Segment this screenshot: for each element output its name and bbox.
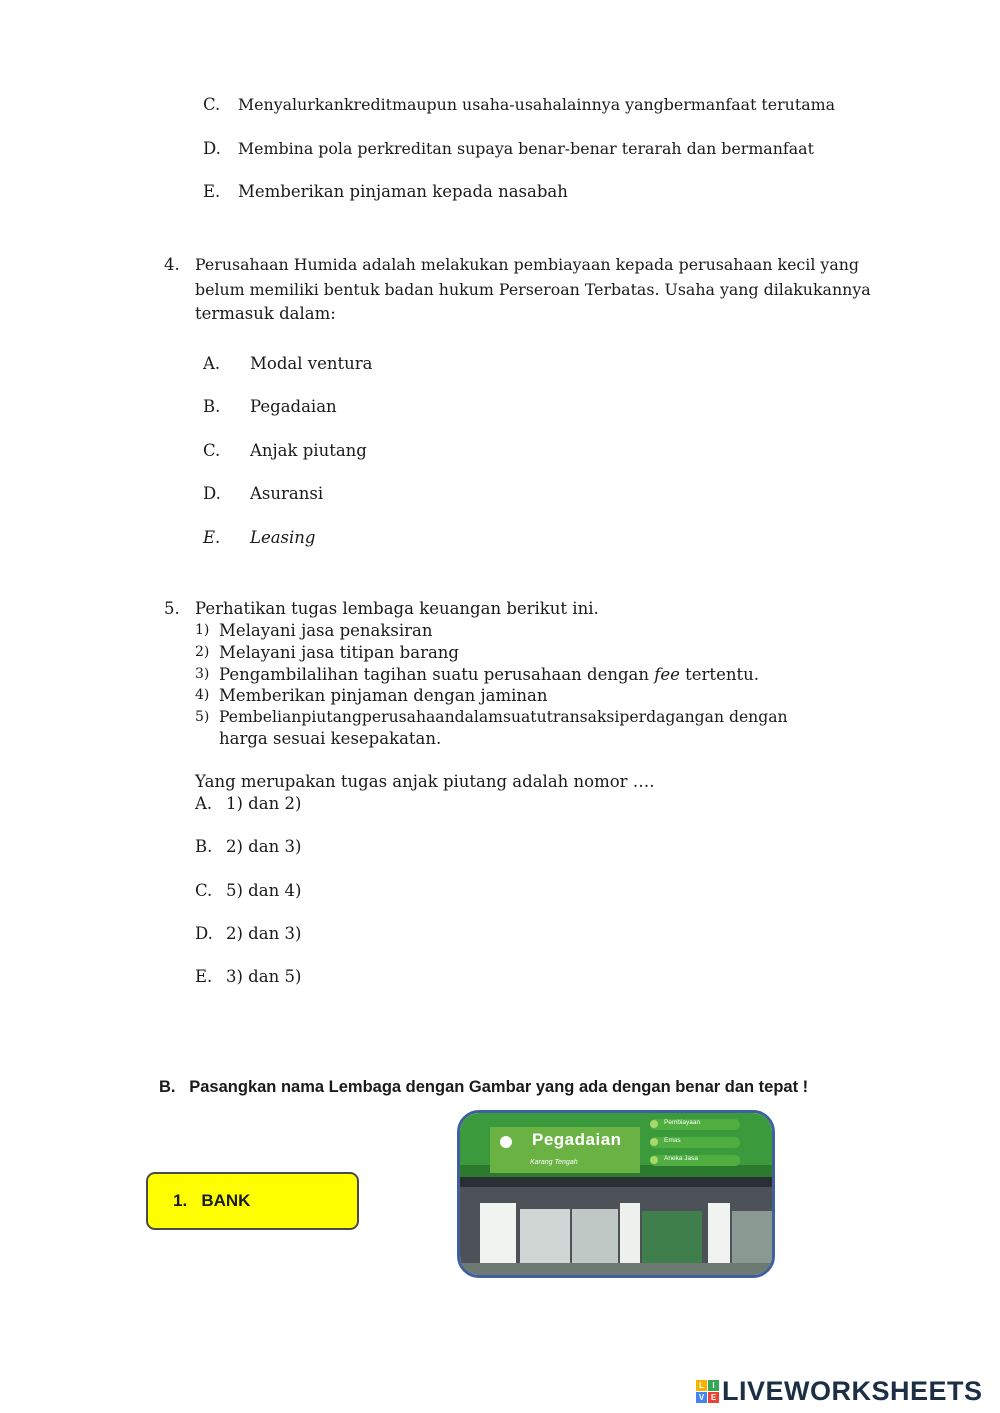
logo-tile-l: L	[696, 1380, 707, 1391]
match-card-bank[interactable]	[146, 1172, 359, 1230]
q5-option-d-text: 2) dan 3)	[226, 924, 302, 943]
q5-option-a-letter: A.	[195, 794, 213, 813]
q4-line-2: belum memiliki bentuk badan hukum Perseroan Terbatas. Usaha yang dilakukannya	[195, 280, 871, 299]
q5-item-3-number: 3)	[195, 666, 210, 682]
logo-tile-v: V	[696, 1392, 707, 1403]
q5-item-5-text-cont: harga sesuai kesepakatan.	[219, 729, 442, 748]
q4-number: 4.	[164, 255, 180, 274]
pegadaian-sign-brand: Pegadaian	[532, 1130, 622, 1149]
q4-option-d-letter: D.	[203, 484, 221, 503]
q4-line-3: termasuk dalam:	[195, 304, 336, 323]
logo-tile-i: I	[708, 1380, 719, 1391]
q5-item-2-text: Melayani jasa titipan barang	[219, 643, 459, 662]
q4-option-c-letter: C.	[203, 441, 221, 460]
q4-option-b-letter: B.	[203, 397, 221, 416]
q5-item-2-number: 2)	[195, 644, 210, 660]
q5-option-e-text: 3) dan 5)	[226, 967, 302, 986]
liveworksheets-logo-icon	[696, 1380, 720, 1404]
q5-item-4-text: Memberikan pinjaman dengan jaminan	[219, 686, 548, 705]
q5-item-5-number: 5)	[195, 709, 210, 725]
q4-option-a-text: Modal ventura	[250, 354, 373, 373]
match-card-label: 1. BANK	[173, 1191, 251, 1210]
q4-line-1: Perusahaan Humida adalah melakukan pembiayaan kepada perusahaan kecil yang	[195, 255, 860, 274]
q5-option-c-letter: C.	[195, 881, 213, 900]
q5-item-3-text-italic: fee	[654, 665, 680, 684]
q5-option-c-text: 5) dan 4)	[226, 881, 302, 900]
q3-option-d-letter: D.	[203, 139, 221, 158]
q5-option-d-letter: D.	[195, 924, 213, 943]
q5-option-b-text: 2) dan 3)	[226, 837, 302, 856]
q5-question: Yang merupakan tugas anjak piutang adalah nomor ….	[195, 772, 655, 791]
logo-tile-e: E	[708, 1392, 719, 1403]
q5-item-3-text	[219, 667, 759, 684]
q3-option-c-letter: C.	[203, 95, 221, 114]
q5-item-3-text-after: tertentu.	[679, 665, 759, 684]
q5-number: 5.	[164, 599, 180, 618]
q3-option-d-text: Membina pola perkreditan supaya benar-benar terarah dan bermanfaat	[238, 139, 814, 158]
q3-option-e-letter: E.	[203, 182, 221, 201]
q5-intro: Perhatikan tugas lembaga keuangan berikut ini.	[195, 599, 599, 618]
q5-option-e-letter: E.	[195, 967, 213, 986]
q5-item-3-text-before: Pengambilalihan tagihan suatu perusahaan dengan	[219, 665, 655, 684]
pegadaian-sign-branch: Karang Tengah	[530, 1159, 578, 1166]
q4-option-a-letter: A.	[203, 354, 221, 373]
liveworksheets-wordmark: LIVEWORKSHEETS	[722, 1376, 983, 1406]
q4-option-b-text: Pegadaian	[250, 397, 337, 416]
q5-item-1-number: 1)	[195, 622, 210, 638]
q4-option-c-text: Anjak piutang	[250, 441, 367, 460]
q4-option-e-letter: E.	[203, 528, 221, 547]
q5-item-5-text: Pembelianpiutangperusahaandalamsuatutransaksiperdagangan dengan	[219, 708, 788, 726]
q5-item-4-number: 4)	[195, 687, 210, 703]
section-b-heading: B. Pasangkan nama Lembaga dengan Gambar yang ada dengan benar dan tepat !	[159, 1078, 809, 1096]
pegadaian-photo[interactable]	[457, 1110, 775, 1278]
pegadaian-service-2: Emas	[664, 1137, 681, 1144]
pegadaian-service-1: Pembiayaan	[664, 1119, 701, 1126]
q3-option-e-text: Memberikan pinjaman kepada nasabah	[238, 182, 568, 201]
q5-option-b-letter: B.	[195, 837, 213, 856]
q3-option-c-text: Menyalurkankreditmaupun usaha-usahalainnya yangbermanfaat terutama	[238, 95, 836, 114]
q4-option-d-text: Asuransi	[250, 484, 324, 503]
q4-option-e-text: Leasing	[250, 528, 316, 547]
q5-option-a-text: 1) dan 2)	[226, 794, 302, 813]
pegadaian-service-3: Aneka Jasa	[664, 1155, 698, 1162]
q5-item-1-text: Melayani jasa penaksiran	[219, 621, 433, 640]
